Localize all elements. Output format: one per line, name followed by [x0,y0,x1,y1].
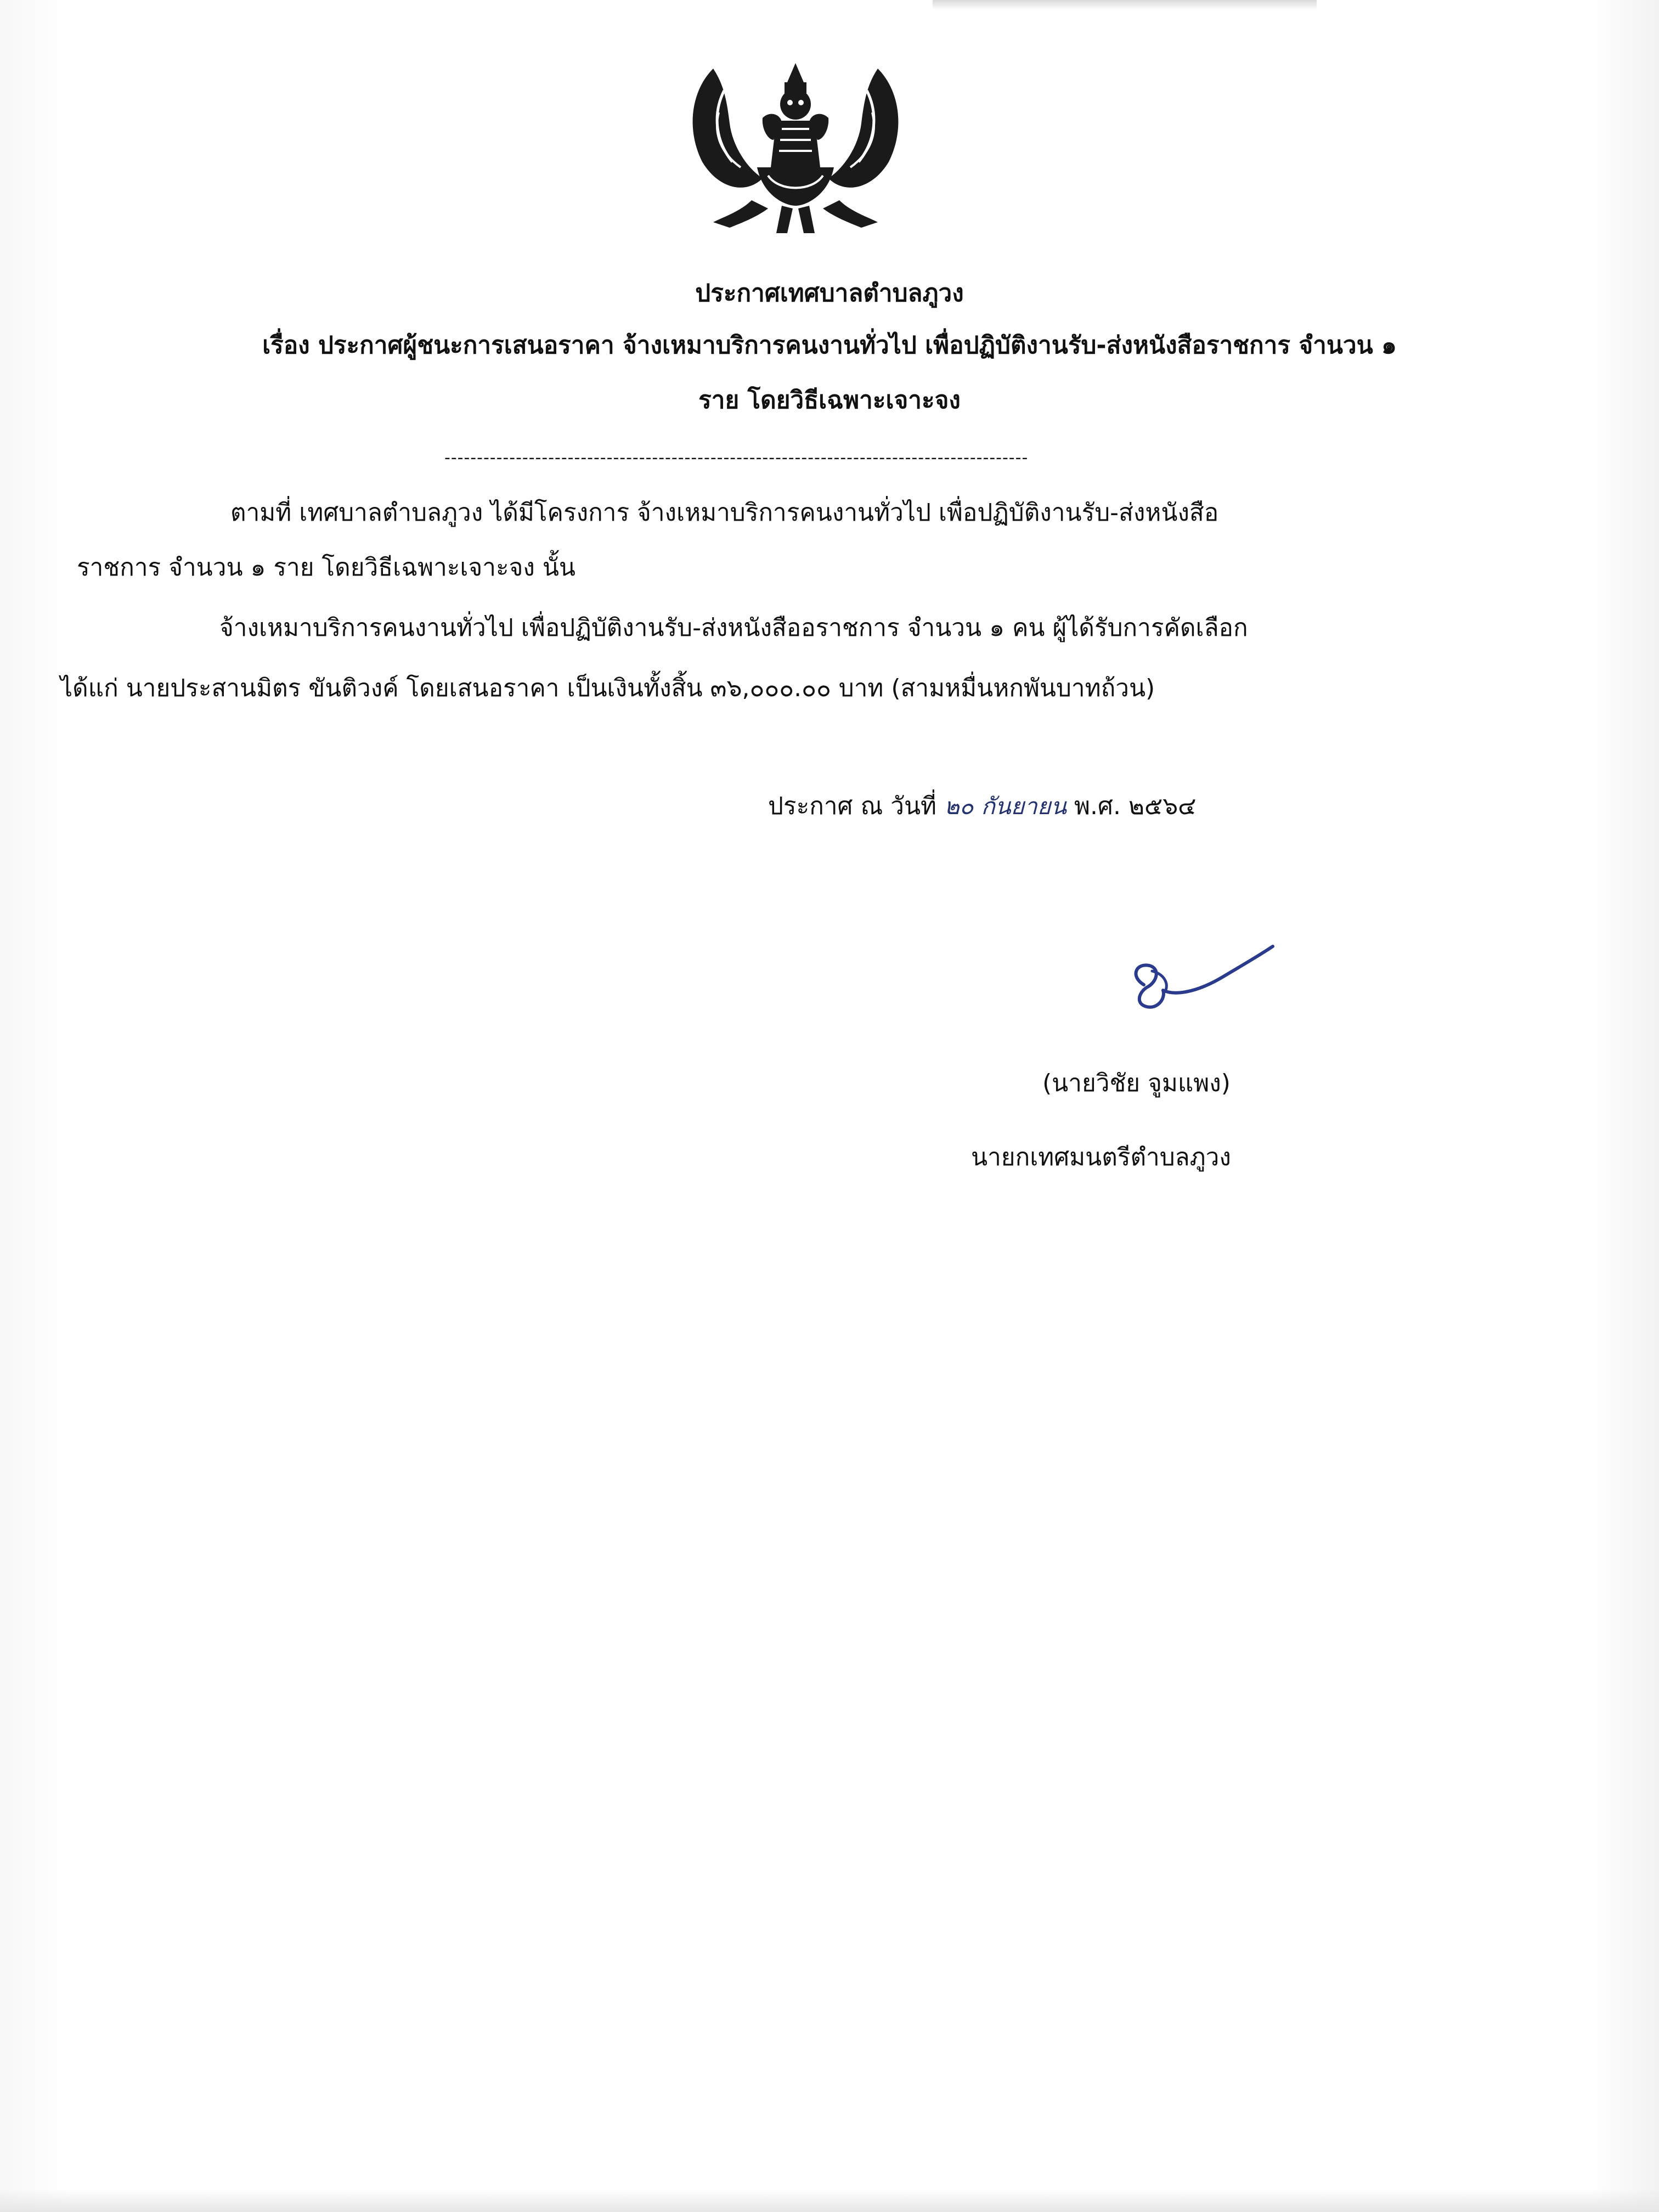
signer-position: นายกเทศมนตรีตำบลภูวง [971,1143,1231,1171]
paragraph-1-line-2: ราชการ จำนวน ๑ ราย โดยวิธีเฉพาะเจาะจง นั้น [77,554,576,582]
signer-name: (นายวิชัย จูมแพง) [1042,1069,1231,1097]
scan-shadow-top [933,0,1317,10]
subject-line-2: ราย โดยวิธีเฉพาะเจาะจง [698,386,961,414]
date-day-handwritten: ๒๐ [944,793,974,820]
date-month-handwritten: กันยายน [981,793,1067,820]
paragraph-2-line-2: ได้แก่ นายประสานมิตร ขันติวงค์ โดยเสนอราคา เป็นเงินทั้งสิ้น ๓๖,๐๐๐.๐๐ บาท (สามหมื่นหกพันบาทถ้วน) [60,674,1155,702]
announcement-date [768,790,1196,823]
date-prefix: ประกาศ ณ วันที่ [768,792,937,820]
announcement-issuer: ประกาศเทศบาลตำบลภูวง [695,279,964,307]
subject-line-1: เรื่อง ประกาศผู้ชนะการเสนอราคา จ้างเหมาบริการคนงานทั่วไป เพื่อปฏิบัติงานรับ-ส่งหนังสือราชการ จำนวน ๑ [262,331,1397,359]
date-era-year: พ.ศ. ๒๕๖๔ [1074,792,1197,820]
handwritten-signature-icon [1114,933,1278,1020]
paragraph-2-line-1: จ้างเหมาบริการคนงานทั่วไป เพื่อปฏิบัติงานรับ-ส่งหนังสืออราชการ จำนวน ๑ คน ผู้ได้รับการคัดเลือก [219,614,1248,642]
garuda-emblem-icon [680,58,911,244]
paragraph-1-line-1: ตามที่ เทศบาลตำบลภูวง ได้มีโครงการ จ้างเหมาบริการคนงานทั่วไป เพื่อปฏิบัติงานรับ-ส่งหนังสือ [230,499,1219,527]
scan-shadow-bottom [0,2189,1659,2212]
separator-line: ------------------------------------------------------------------------------------------ [444,448,1029,467]
